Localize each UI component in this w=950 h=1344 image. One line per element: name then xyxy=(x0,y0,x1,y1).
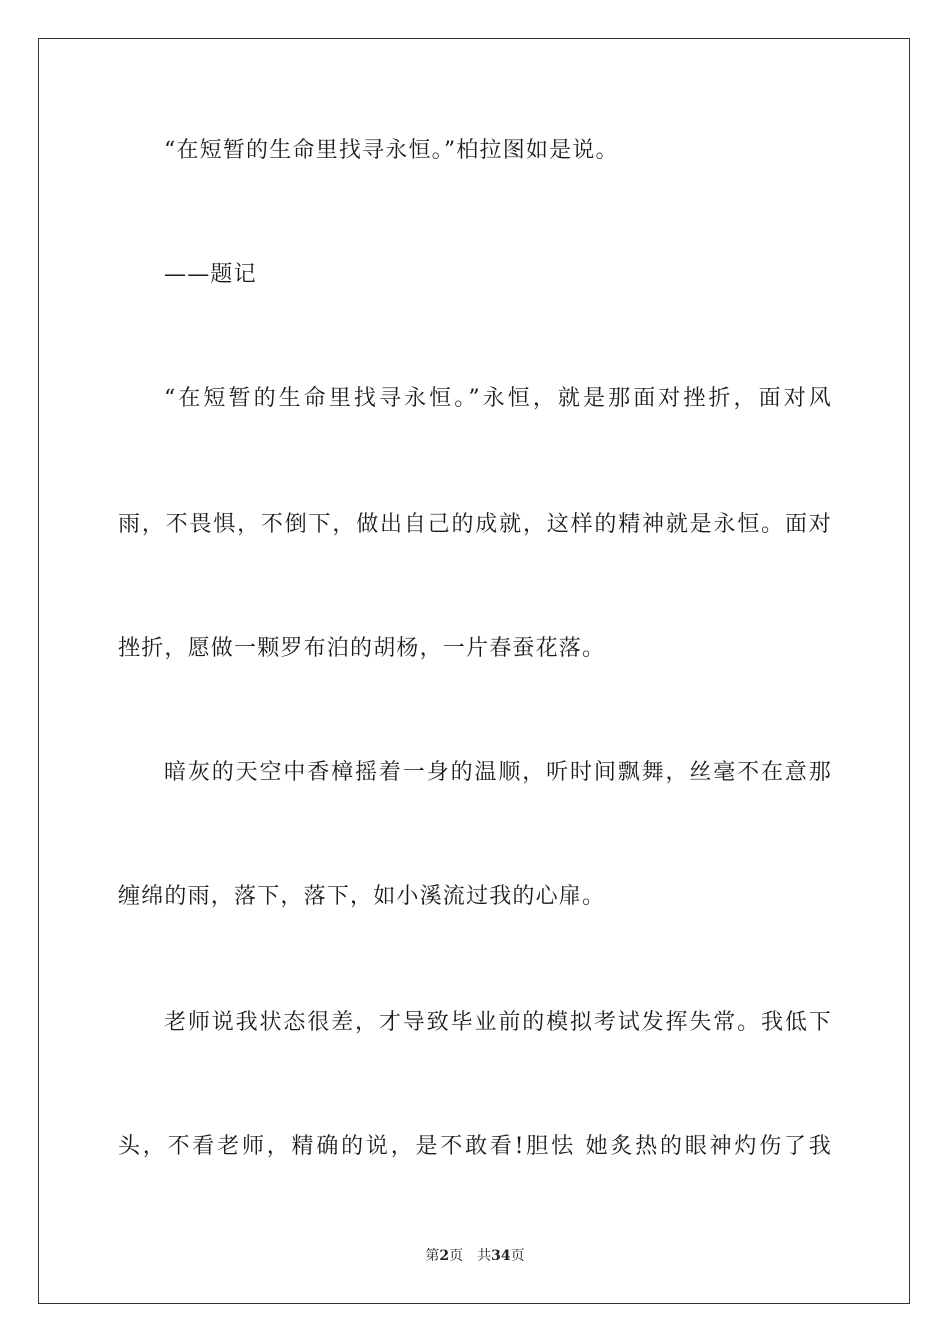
page-number-prefix: 第 xyxy=(425,1248,440,1264)
page-border xyxy=(38,38,910,1304)
paragraph-3-line-2: 头，不看老师，精确的说，是不敢看!胆怯 她炙热的眼神灼伤了我 xyxy=(118,1134,832,1159)
total-pages-prefix: 共 xyxy=(477,1248,492,1264)
paragraph-2-line-1: 暗灰的天空中香樟摇着一身的温顺，听时间飘舞，丝毫不在意那 xyxy=(164,760,832,785)
total-pages-suffix: 页 xyxy=(510,1248,525,1264)
paragraph-3-line-1: 老师说我状态很差，才导致毕业前的模拟考试发挥失常。我低下 xyxy=(164,1010,832,1035)
current-page-number: 2 xyxy=(439,1248,450,1264)
paragraph-2-line-2: 缠绵的雨，落下，落下，如小溪流过我的心扉。 xyxy=(118,884,606,909)
page-number-suffix: 页 xyxy=(449,1248,464,1264)
paragraph-1-line-2: 雨，不畏惧，不倒下，做出自己的成就，这样的精神就是永恒。面对 xyxy=(118,512,832,537)
total-pages-number: 34 xyxy=(491,1248,511,1264)
paragraph-1-line-3: 挫折，愿做一颗罗布泊的胡杨，一片春蚕花落。 xyxy=(118,636,606,661)
paragraph-1-line-1: “在短暂的生命里找寻永恒。”永恒，就是那面对挫折，面对风 xyxy=(164,386,832,411)
epigraph-label: ——题记 xyxy=(164,262,257,287)
page-footer xyxy=(0,1246,950,1266)
quote-line: “在短暂的生命里找寻永恒。”柏拉图如是说。 xyxy=(164,138,619,163)
